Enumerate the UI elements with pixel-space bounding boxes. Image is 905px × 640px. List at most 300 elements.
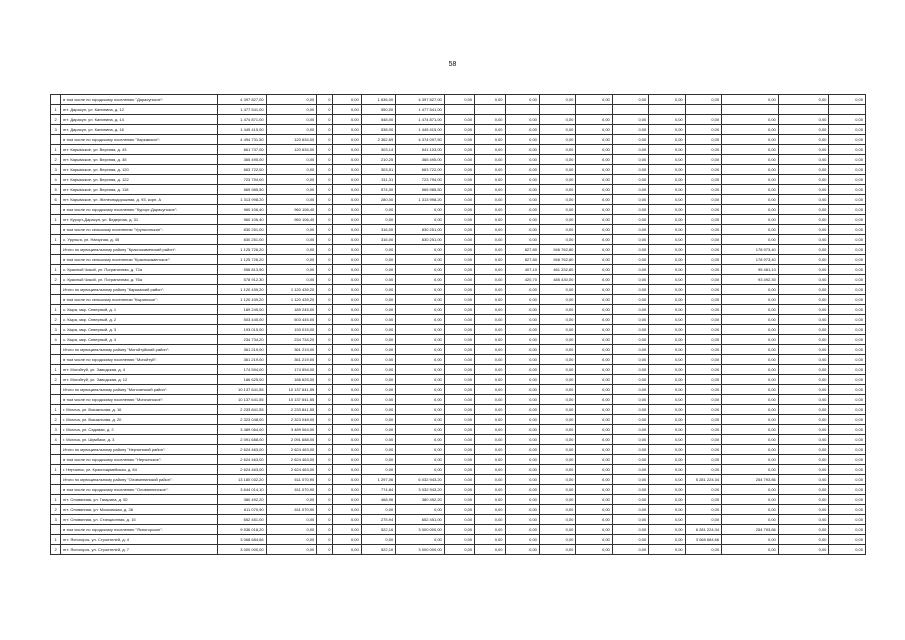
value-cell: 0,00 (649, 145, 685, 155)
value-cell: 361 219,00 (218, 355, 267, 365)
row-number-cell: 3 (51, 515, 61, 525)
value-cell: 0,00 (829, 535, 866, 545)
value-cell: 0,00 (722, 465, 779, 475)
value-cell: 1 120 439,20 (266, 295, 317, 305)
value-cell: 0 (317, 115, 333, 125)
value-cell: 1 445 415,00 (218, 125, 267, 135)
value-cell: 1 313 998,20 (218, 195, 267, 205)
value-cell: 1 297,06 (361, 475, 395, 485)
value-cell: 0,00 (444, 215, 474, 225)
value-cell: 0,00 (778, 215, 829, 225)
value-cell: 0,00 (612, 305, 648, 315)
value-cell: 0,00 (612, 365, 648, 375)
value-cell: 0,00 (266, 265, 317, 275)
value-cell: 0,00 (576, 355, 612, 365)
value-cell: 0,00 (539, 465, 575, 475)
value-cell: 0,00 (361, 425, 395, 435)
value-cell: 0,00 (778, 315, 829, 325)
value-cell: 0,00 (539, 185, 575, 195)
value-cell: 0,00 (829, 415, 866, 425)
row-name-cell: в том числе по городскому поселению "Дарасунское": (61, 95, 218, 105)
row-name-cell: пгт. Ясногорск, ул. Строителей, д. 7 (61, 545, 218, 555)
value-cell: 0,00 (576, 175, 612, 185)
value-cell: 0,00 (829, 445, 866, 455)
value-cell: 0,00 (505, 295, 539, 305)
value-cell: 522,16 (361, 545, 395, 555)
row-number-cell: 1 (51, 405, 61, 415)
value-cell: 0,00 (778, 325, 829, 335)
value-cell: 189 245,00 (266, 305, 317, 315)
value-cell: 0,00 (612, 95, 648, 105)
value-cell: 0,00 (333, 255, 361, 265)
value-cell: 0,00 (649, 185, 685, 195)
value-cell: 0,00 (576, 365, 612, 375)
value-cell: 0,00 (829, 95, 866, 105)
value-cell: 0,00 (612, 375, 648, 385)
value-cell: 0,00 (649, 255, 685, 265)
value-cell: 0,00 (685, 125, 721, 135)
value-cell: 0,00 (612, 215, 648, 225)
value-cell: 3 489 064,00 (218, 425, 267, 435)
value-cell: 0,00 (685, 235, 721, 245)
value-cell: 0,00 (539, 405, 575, 415)
value-cell: 0,00 (576, 255, 612, 265)
value-cell (829, 105, 866, 115)
value-cell: 0,00 (475, 395, 505, 405)
value-cell: 210,25 (361, 155, 395, 165)
value-cell: 0,00 (778, 525, 829, 535)
value-cell: 0,00 (829, 125, 866, 135)
row-number-cell (51, 525, 61, 535)
value-cell: 0,00 (612, 235, 648, 245)
value-cell: 0,00 (505, 535, 539, 545)
value-cell: 0,00 (649, 455, 685, 465)
row-name-cell: пгт. Могойтуй, ул. Заводская, д. 4 (61, 365, 218, 375)
value-cell: 120 634,00 (266, 145, 317, 155)
value-cell: 0,00 (361, 285, 395, 295)
value-cell: 0,00 (505, 185, 539, 195)
value-cell: 0,00 (649, 165, 685, 175)
value-cell: 0,00 (829, 495, 866, 505)
value-cell: 0,00 (444, 155, 474, 165)
value-cell: 0,00 (778, 205, 829, 215)
row-number-cell (51, 255, 61, 265)
value-cell: 0,00 (333, 395, 361, 405)
value-cell: 0,00 (829, 515, 866, 525)
value-cell: 0,00 (539, 125, 575, 135)
value-cell: 0,00 (649, 345, 685, 355)
value-cell: 0,00 (649, 465, 685, 475)
value-cell (722, 105, 779, 115)
value-cell: 0,00 (475, 225, 505, 235)
table-row (51, 525, 866, 535)
value-cell: 0,00 (722, 175, 779, 185)
value-cell: 0,00 (778, 515, 829, 525)
value-cell: 0,00 (539, 225, 575, 235)
value-cell: 3 000 000,00 (218, 545, 267, 555)
value-cell: 0,00 (612, 145, 648, 155)
value-cell: 0,00 (612, 275, 648, 285)
value-cell: 0,00 (685, 115, 721, 125)
value-cell: 0,00 (333, 205, 361, 215)
value-cell: 0,00 (444, 265, 474, 275)
value-cell: 0,00 (649, 525, 685, 535)
row-name-cell: с. Кыра, мкр. Северный, д. 3 (61, 325, 218, 335)
capital-repair-table (50, 94, 866, 555)
value-cell: 0,00 (539, 315, 575, 325)
value-cell: 0,00 (576, 115, 612, 125)
value-cell: 0,00 (396, 215, 445, 225)
value-cell: 0,00 (505, 515, 539, 525)
value-cell: 0,00 (361, 315, 395, 325)
value-cell: 0,00 (396, 265, 445, 275)
value-cell: 0,00 (475, 535, 505, 545)
row-name-cell: с. Кыра, мкр. Северный, д. 2 (61, 315, 218, 325)
value-cell: 0,00 (333, 235, 361, 245)
value-cell: 0,00 (576, 495, 612, 505)
value-cell: 0,00 (778, 255, 829, 265)
value-cell: 280,00 (361, 195, 395, 205)
value-cell: 303,51 (361, 165, 395, 175)
value-cell: 0,00 (778, 135, 829, 145)
value-cell: 0,00 (829, 335, 866, 345)
value-cell: 0,00 (444, 515, 474, 525)
value-cell: 0,00 (722, 205, 779, 215)
value-cell: 0,00 (475, 205, 505, 215)
value-cell: 611 070,90 (266, 475, 317, 485)
value-cell: 0,00 (475, 415, 505, 425)
value-cell: 0,00 (266, 175, 317, 185)
row-number-cell: 3 (51, 125, 61, 135)
value-cell: 0 (317, 105, 333, 115)
table-row (51, 195, 866, 205)
value-cell: 0,00 (475, 285, 505, 295)
table-row (51, 465, 866, 475)
value-cell: 0 (317, 275, 333, 285)
value-cell: 0,00 (333, 215, 361, 225)
value-cell: 3 489 064,00 (266, 425, 317, 435)
value-cell: 0,00 (778, 265, 829, 275)
value-cell: 611 070,90 (218, 505, 267, 515)
value-cell: 0,00 (649, 395, 685, 405)
value-cell: 0,00 (475, 145, 505, 155)
value-cell: 0,00 (475, 175, 505, 185)
row-name-cell: в том числе по городскому поселению "Нерчинское": (61, 455, 218, 465)
value-cell: 0,00 (266, 245, 317, 255)
value-cell: 0,00 (685, 435, 721, 445)
row-number-cell: 2 (51, 315, 61, 325)
value-cell: 9 536 018,20 (218, 525, 267, 535)
value-cell: 0,00 (685, 445, 721, 455)
value-cell: 0,00 (505, 485, 539, 495)
row-name-cell: г. Могоча, ул. Вокзальная, д. 20 (61, 415, 218, 425)
value-cell: 0,00 (685, 355, 721, 365)
value-cell: 0,00 (333, 335, 361, 345)
value-cell: 0,00 (829, 385, 866, 395)
value-cell: 0,00 (722, 395, 779, 405)
row-number-cell: 1 (51, 465, 61, 475)
value-cell: 0,00 (778, 95, 829, 105)
value-cell: 2 624 463,00 (266, 445, 317, 455)
value-cell: 503 445,00 (266, 315, 317, 325)
value-cell: 468,96 (361, 495, 395, 505)
value-cell: 0,00 (722, 185, 779, 195)
value-cell: 0,00 (722, 195, 779, 205)
value-cell: 0,00 (685, 255, 721, 265)
value-cell: 6 281 224,34 (685, 525, 721, 535)
value-cell: 0,00 (333, 515, 361, 525)
value-cell: 0,00 (396, 445, 445, 455)
value-cell: 0,00 (539, 115, 575, 125)
value-cell: 0,00 (444, 465, 474, 475)
value-cell: 0,00 (576, 125, 612, 135)
value-cell: 0,00 (685, 145, 721, 155)
value-cell: 0,00 (396, 395, 445, 405)
value-cell: 0,00 (722, 405, 779, 415)
value-cell: 565 985,50 (218, 185, 267, 195)
value-cell: 0,00 (778, 535, 829, 545)
value-cell: 0,00 (266, 115, 317, 125)
value-cell: 0,00 (396, 245, 445, 255)
value-cell: 0 (317, 445, 333, 455)
row-number-cell: 1 (51, 495, 61, 505)
value-cell: 0,00 (612, 255, 648, 265)
value-cell: 0,00 (685, 155, 721, 165)
value-cell: 0,00 (778, 345, 829, 355)
value-cell: 0,00 (444, 405, 474, 415)
row-number-cell (51, 295, 61, 305)
value-cell: 0,00 (505, 395, 539, 405)
value-cell: 0,00 (396, 325, 445, 335)
value-cell: 0,00 (576, 235, 612, 245)
value-cell: 0,00 (396, 365, 445, 375)
value-cell: 0,00 (829, 115, 866, 125)
value-cell: 0,00 (333, 385, 361, 395)
value-cell: 0,00 (505, 495, 539, 505)
value-cell: 0,00 (444, 415, 474, 425)
value-cell: 0,00 (361, 265, 395, 275)
value-cell: 5 281 224,34 (685, 475, 721, 485)
value-cell: 0,00 (539, 385, 575, 395)
value-cell: 4 397 827,00 (218, 95, 267, 105)
value-cell: 0,00 (361, 275, 395, 285)
value-cell: 0 (317, 365, 333, 375)
value-cell: 0 (317, 425, 333, 435)
value-cell: 13 180 032,20 (218, 475, 267, 485)
value-cell: 0,00 (333, 445, 361, 455)
value-cell: 380 492,20 (396, 495, 445, 505)
value-cell: 0,00 (778, 385, 829, 395)
row-number-cell (51, 475, 61, 485)
value-cell: 0,00 (333, 185, 361, 195)
value-cell: 0 (317, 145, 333, 155)
value-cell: 0,00 (361, 305, 395, 315)
value-cell: 0,00 (649, 375, 685, 385)
value-cell: 0 (317, 475, 333, 485)
value-cell: 0,00 (396, 275, 445, 285)
value-cell: 0,00 (444, 485, 474, 495)
value-cell: 830 251,00 (396, 235, 445, 245)
value-cell: 0,00 (539, 445, 575, 455)
value-cell: 0,00 (333, 505, 361, 515)
value-cell: 10 137 641,55 (218, 395, 267, 405)
value-cell: 0,00 (612, 155, 648, 165)
value-cell: 0 (317, 225, 333, 235)
value-cell (612, 105, 648, 115)
value-cell: 0,00 (361, 395, 395, 405)
value-cell: 1 477 541,00 (396, 105, 445, 115)
table-row (51, 285, 866, 295)
value-cell: 0,00 (505, 425, 539, 435)
value-cell: 0,00 (649, 415, 685, 425)
value-cell: 0,00 (829, 215, 866, 225)
value-cell: 0,00 (722, 95, 779, 105)
value-cell: 0 (317, 135, 333, 145)
value-cell: 0,00 (722, 325, 779, 335)
value-cell (649, 105, 685, 115)
value-cell: 0,00 (475, 315, 505, 325)
value-cell: 0,00 (333, 145, 361, 155)
value-cell: 407,10 (505, 265, 539, 275)
value-cell: 0,00 (444, 225, 474, 235)
value-cell: 0,00 (333, 225, 361, 235)
value-cell: 0,00 (685, 95, 721, 105)
value-cell: 0,00 (778, 155, 829, 165)
value-cell: 0,00 (444, 95, 474, 105)
value-cell: 0,00 (475, 525, 505, 535)
value-cell: 0,00 (361, 325, 395, 335)
value-cell: 0,00 (612, 335, 648, 345)
value-cell: 0,00 (829, 175, 866, 185)
value-cell: 0,00 (266, 95, 317, 105)
value-cell: 0,00 (333, 435, 361, 445)
value-cell: 0,00 (649, 285, 685, 295)
value-cell: 0,00 (333, 375, 361, 385)
value-cell: 0,00 (722, 165, 779, 175)
value-cell: 10 137 641,55 (266, 395, 317, 405)
value-cell: 0,00 (829, 455, 866, 465)
value-cell: 0,00 (475, 355, 505, 365)
value-cell: 254 793,86 (722, 475, 779, 485)
row-name-cell: в том числе по сельскому поселению "Кыринское": (61, 295, 218, 305)
value-cell: 0,00 (475, 365, 505, 375)
value-cell: 0,00 (333, 485, 361, 495)
row-name-cell: пгт. Оловянная, ул. Московская, д. 38 (61, 505, 218, 515)
value-cell: 0,00 (685, 265, 721, 275)
value-cell: 0,00 (829, 305, 866, 315)
value-cell: 0,00 (576, 475, 612, 485)
row-name-cell: с. Кыра, мкр. Северный, д. 1 (61, 305, 218, 315)
value-cell: 0,00 (829, 145, 866, 155)
row-name-cell: в том числе по городскому поселению "Карымское": (61, 135, 218, 145)
value-cell: 0,00 (505, 365, 539, 375)
value-cell: 0,00 (475, 495, 505, 505)
value-cell: 0,00 (475, 305, 505, 315)
value-cell: 0,00 (444, 345, 474, 355)
value-cell: 0,00 (576, 205, 612, 215)
value-cell: 0 (317, 95, 333, 105)
value-cell: 6 032 943,20 (396, 475, 445, 485)
value-cell: 0 (317, 545, 333, 555)
value-cell: 0,00 (829, 195, 866, 205)
table-row (51, 135, 866, 145)
value-cell: 0,00 (778, 285, 829, 295)
row-name-cell: в том числе по сельскому поселению "Урульгинское": (61, 225, 218, 235)
value-cell: 0 (317, 285, 333, 295)
value-cell: 0 (317, 165, 333, 175)
value-cell: 0,00 (361, 505, 395, 515)
table-row (51, 315, 866, 325)
value-cell: 578 912,30 (218, 275, 267, 285)
value-cell: 0,00 (396, 285, 445, 295)
value-cell: 0,00 (444, 275, 474, 285)
value-cell: 10 137 641,55 (218, 385, 267, 395)
value-cell: 0,00 (444, 435, 474, 445)
value-cell: 0,00 (475, 255, 505, 265)
value-cell: 1 313 998,20 (396, 195, 445, 205)
row-number-cell: 1 (51, 535, 61, 545)
value-cell: 0,00 (266, 195, 317, 205)
value-cell: 0,00 (829, 345, 866, 355)
value-cell (685, 105, 721, 115)
value-cell: 0,00 (778, 445, 829, 455)
value-cell: 0,00 (333, 425, 361, 435)
value-cell: 0,00 (333, 135, 361, 145)
value-cell: 0,00 (829, 245, 866, 255)
value-cell: 275,94 (361, 515, 395, 525)
value-cell: 0,00 (778, 395, 829, 405)
table-row (51, 455, 866, 465)
value-cell: 0,00 (444, 355, 474, 365)
value-cell: 0,00 (576, 325, 612, 335)
value-cell (778, 105, 829, 115)
value-cell: 0,00 (649, 125, 685, 135)
value-cell: 0,00 (475, 115, 505, 125)
value-cell: 254 793,86 (722, 525, 779, 535)
value-cell: 0,00 (829, 525, 866, 535)
value-cell: 0,00 (576, 95, 612, 105)
row-name-cell: в том числе по городскому поселению "Могочинское": (61, 395, 218, 405)
value-cell: 0,00 (649, 195, 685, 205)
value-cell: 0,00 (685, 315, 721, 325)
value-cell: 0,00 (396, 405, 445, 415)
value-cell: 0,00 (576, 415, 612, 425)
value-cell: 0,00 (685, 305, 721, 315)
row-number-cell: 2 (51, 115, 61, 125)
value-cell: 0,00 (539, 325, 575, 335)
value-cell: 0,00 (444, 195, 474, 205)
value-cell: 0,00 (333, 285, 361, 295)
value-cell: 0,00 (396, 435, 445, 445)
value-cell: 0,00 (685, 295, 721, 305)
value-cell: 0,00 (722, 505, 779, 515)
value-cell: 574,00 (361, 185, 395, 195)
value-cell: 0,00 (649, 215, 685, 225)
value-cell: 0,00 (576, 185, 612, 195)
value-cell: 0,00 (576, 265, 612, 275)
value-cell: 0,00 (539, 335, 575, 345)
value-cell: 0,00 (649, 515, 685, 525)
value-cell: 10 137 641,55 (266, 385, 317, 395)
value-cell: 0,00 (333, 455, 361, 465)
row-name-cell: пгт. Дарасун, ул. Калинина, д. 16 (61, 125, 218, 135)
value-cell: 234 734,20 (266, 335, 317, 345)
value-cell: 1 125 726,20 (218, 255, 267, 265)
value-cell: 1 125 726,20 (218, 245, 267, 255)
value-cell: 2 624 463,00 (218, 455, 267, 465)
value-cell: 0,00 (649, 485, 685, 495)
table-row (51, 415, 866, 425)
